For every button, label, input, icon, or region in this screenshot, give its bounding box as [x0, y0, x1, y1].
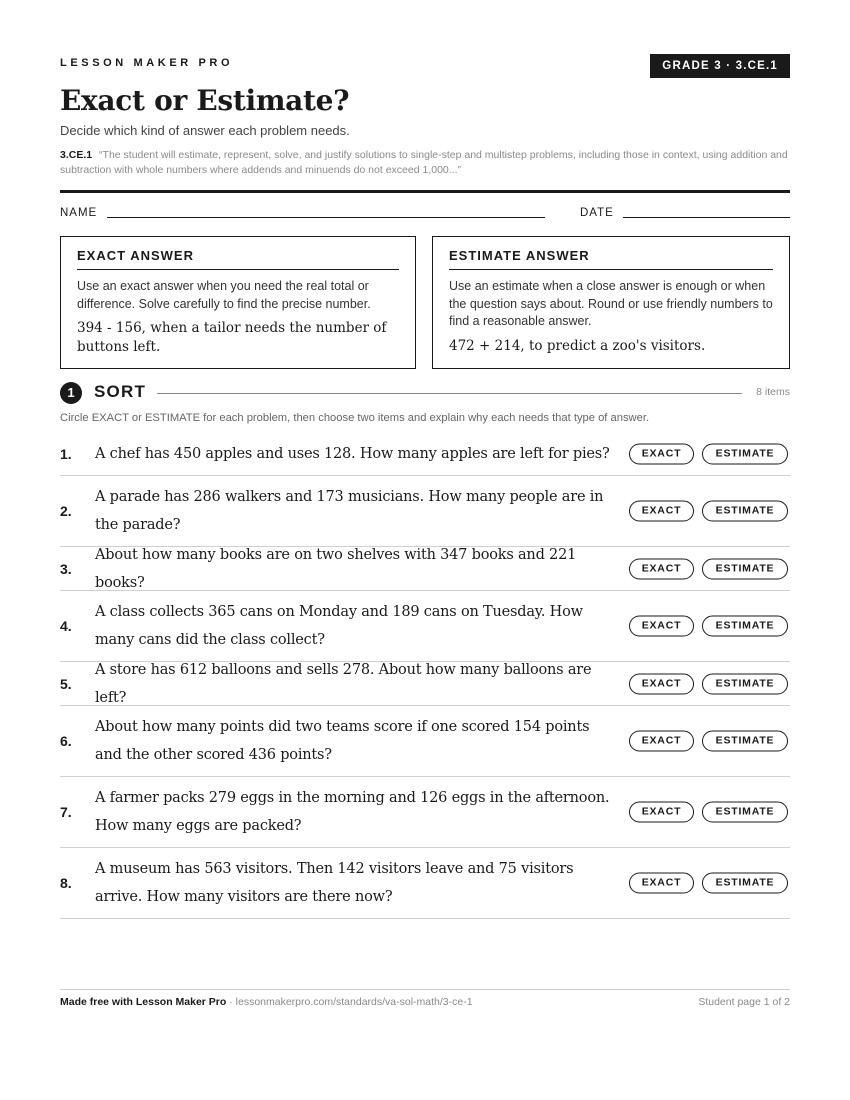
exact-choice-button[interactable]: EXACT	[629, 802, 694, 823]
problem-list	[60, 432, 790, 919]
exact-card-title: EXACT ANSWER	[77, 248, 399, 270]
problem-number: 1.	[60, 445, 72, 462]
estimate-card-example: 472 + 214, to predict a zoo's visitors.	[449, 337, 706, 354]
page-title: Exact or Estimate?	[60, 84, 350, 117]
estimate-card-title: ESTIMATE ANSWER	[449, 248, 773, 270]
problem-text: A chef has 450 apples and uses 128. How many apples are left for pies?	[95, 445, 610, 462]
problem-number: 2.	[60, 503, 72, 519]
problem-row	[60, 547, 790, 591]
exact-choice-button[interactable]: EXACT	[629, 501, 694, 522]
standard-text: “The student will estimate, represent, solve, and justify solutions to single-step and multistep problems, including those in context, using addition and subtraction with whole numbers where addends and minuends do not exceed 1,000...”	[60, 149, 788, 176]
exact-choice-button[interactable]: EXACT	[629, 673, 694, 694]
answer-choices	[629, 802, 788, 823]
header-divider	[60, 190, 790, 193]
standard-code: 3.CE.1	[60, 149, 93, 161]
problem-text: About how many books are on two shelves with 347 books and 221 books?	[95, 546, 577, 591]
problem-text: A museum has 563 visitors. Then 142 visitors leave and 75 visitors arrive. How many visitors are there now?	[95, 861, 574, 905]
estimate-choice-button[interactable]: ESTIMATE	[702, 673, 788, 694]
problem-row	[60, 777, 790, 848]
estimate-choice-button[interactable]: ESTIMATE	[702, 616, 788, 637]
exact-choice-button[interactable]: EXACT	[629, 873, 694, 894]
standard-description	[60, 148, 790, 178]
date-field[interactable]	[623, 217, 790, 218]
grade-badge: GRADE 3 · 3.CE.1	[650, 54, 790, 78]
name-label: NAME	[60, 207, 98, 219]
footer-divider	[60, 989, 790, 990]
exact-card-body: Use an exact answer when you need the real total or difference. Solve carefully to find the precise number.	[77, 279, 371, 311]
problem-row	[60, 432, 790, 476]
footer-credit	[60, 996, 473, 1008]
brand-name: LESSON MAKER PRO	[60, 57, 234, 69]
problem-row	[60, 476, 790, 547]
exact-choice-button[interactable]: EXACT	[629, 731, 694, 752]
footer-url[interactable]: · lessonmakerpro.com/standards/va-sol-math/3-ce-1	[226, 996, 473, 1008]
section-header	[60, 381, 790, 405]
problem-text: About how many points did two teams score if one scored 154 points and the other scored 436 points?	[95, 719, 590, 763]
answer-choices	[629, 558, 788, 579]
section-title: SORT	[94, 382, 147, 401]
exact-choice-button[interactable]: EXACT	[629, 558, 694, 579]
page-subtitle: Decide which kind of answer each problem needs.	[60, 123, 350, 138]
exact-card-example: 394 - 156, when a tailor needs the number of buttons left.	[77, 320, 387, 355]
answer-choices	[629, 616, 788, 637]
exact-choice-button[interactable]: EXACT	[629, 616, 694, 637]
exact-choice-button[interactable]: EXACT	[629, 443, 694, 464]
problem-row	[60, 706, 790, 777]
problem-row	[60, 848, 790, 919]
problem-row	[60, 591, 790, 662]
problem-text: A class collects 365 cans on Monday and 189 cans on Tuesday. How many cans did the class collect?	[95, 604, 583, 648]
problem-number: 8.	[60, 875, 72, 891]
problem-number: 5.	[60, 675, 72, 692]
answer-choices	[629, 501, 788, 522]
estimate-choice-button[interactable]: ESTIMATE	[702, 501, 788, 522]
student-info-row	[60, 205, 790, 225]
answer-choices	[629, 873, 788, 894]
problem-number: 4.	[60, 618, 72, 634]
footer-made-with: Made free with Lesson Maker Pro	[60, 996, 227, 1008]
problem-text: A farmer packs 279 eggs in the morning and 126 eggs in the afternoon. How many eggs are packed?	[95, 790, 610, 834]
estimate-card-body: Use an estimate when a close answer is enough or when the question says about. Round or use friendly numbers to find a reasonable answer.	[449, 279, 773, 328]
footer-page-number: Student page 1 of 2	[698, 996, 790, 1008]
answer-choices	[629, 443, 788, 464]
section-divider	[157, 393, 742, 394]
answer-choices	[629, 673, 788, 694]
section-instructions: Circle EXACT or ESTIMATE for each problem, then choose two items and explain why each needs that type of answer.	[60, 412, 650, 424]
problem-number: 7.	[60, 804, 72, 820]
exact-answer-card	[60, 236, 416, 369]
section-number-badge: 1	[60, 382, 82, 404]
estimate-choice-button[interactable]: ESTIMATE	[702, 731, 788, 752]
estimate-choice-button[interactable]: ESTIMATE	[702, 873, 788, 894]
problem-number: 6.	[60, 733, 72, 749]
estimate-choice-button[interactable]: ESTIMATE	[702, 443, 788, 464]
problem-row	[60, 662, 790, 706]
estimate-answer-card	[432, 236, 790, 369]
problem-number: 3.	[60, 560, 72, 577]
answer-choices	[629, 731, 788, 752]
section-item-count: 8 items	[756, 386, 790, 398]
date-label: DATE	[580, 207, 614, 219]
estimate-choice-button[interactable]: ESTIMATE	[702, 558, 788, 579]
problem-text: A parade has 286 walkers and 173 musicians. How many people are in the parade?	[95, 489, 604, 533]
estimate-choice-button[interactable]: ESTIMATE	[702, 802, 788, 823]
name-field[interactable]	[107, 217, 545, 218]
problem-text: A store has 612 balloons and sells 278. About how many balloons are left?	[95, 661, 592, 706]
